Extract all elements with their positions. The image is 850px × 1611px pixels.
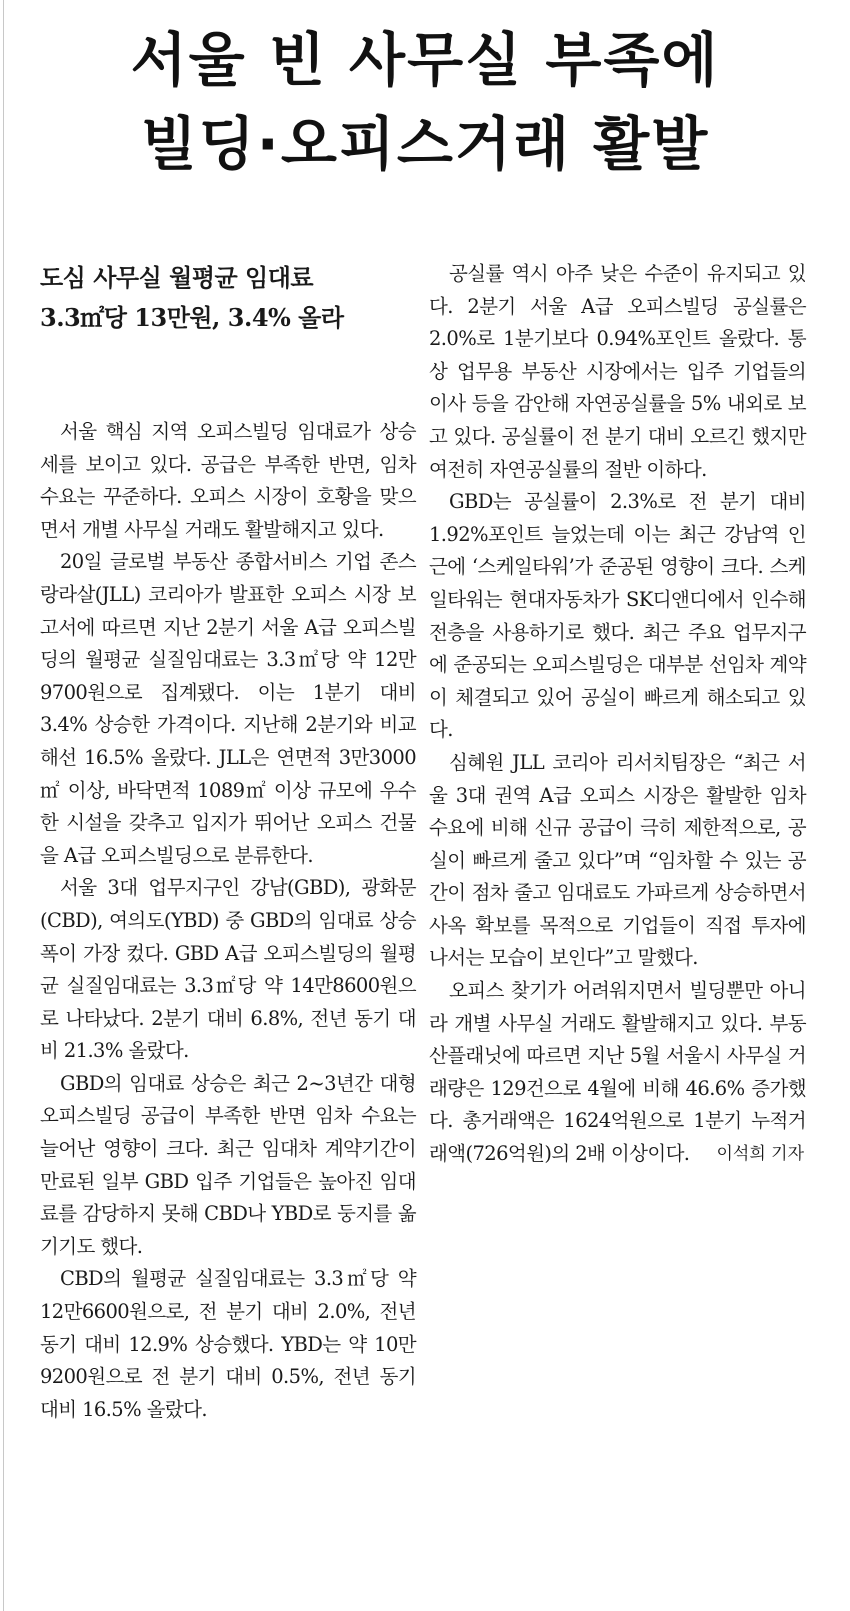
subheadline-line-1: 도심 사무실 월평균 임대료 xyxy=(40,263,314,292)
paragraph-7: GBD는 공실률이 2.3%로 전 분기 대비 1.92%포인트 늘었는데 이는 최근 강남역 인근에 ‘스케일타워’가 준공된 영향이 크다. 스케일타워는 현대자동차가 SK디앤디에서 인수해 전층을 사용하기로 했다. 최근 주요 업무지구에 준공되는 오피스빌딩은 대부분 선임차 계약이 체결되고 있어 공실이 빠르게 해소되고 있다. xyxy=(429,490,806,742)
paragraph-9: 오피스 찾기가 어려워지면서 빌딩뿐만 아니라 개별 사무실 거래도 활발해지고 있다. 부동산플래닛에 따르면 지난 5월 서울시 사무실 거래량은 129건으로 4월에 비해 46.6% 증가했다. 총거래액은 1624억원으로 1분기 누적거래액(726억원)의 2배 이상이다. xyxy=(429,979,806,1166)
byline: 이석희 기자 xyxy=(716,1144,804,1165)
article-column-right xyxy=(429,258,806,1171)
closing-block xyxy=(429,975,806,1171)
article-column-left xyxy=(40,258,416,1426)
paragraph-4: GBD의 임대료 상승은 최근 2~3년간 대형 오피스빌딩 공급이 부족한 반면 임차 수요는 늘어난 영향이 크다. 최근 임대차 계약기간이 만료된 일부 GBD 입주 기업들은 높아진 임대료를 감당하지 못해 CBD나 YBD로 둥지를 옮기기도 했다. xyxy=(40,1071,416,1258)
paragraph-5: CBD의 월평균 실질임대료는 3.3㎡당 약 12만6600원으로, 전 분기 대비 2.0%, 전년 동기 대비 12.9% 상승했다. YBD는 약 10만9200원으로 전 분기 대비 0.5%, 전년 동기 대비 16.5% 올랐다. xyxy=(40,1267,416,1421)
paragraph-8: 심혜원 JLL 코리아 리서치팀장은 “최근 서울 3대 권역 A급 오피스 시장은 활발한 임차 수요에 비해 신규 공급이 극히 제한적으로, 공실이 빠르게 줄고 있다”며 “임차할 수 있는 공간이 점차 줄고 임대료도 가파르게 상승하면서 사옥 확보를 목적으로 기업들이 직접 투자에 나서는 모습이 보인다”고 말했다. xyxy=(429,750,806,970)
headline-line-2: 빌딩·오피스거래 활발 xyxy=(140,110,710,178)
headline xyxy=(0,18,850,186)
paragraph-2: 20일 글로벌 부동산 종합서비스 기업 존스랑라살(JLL) 코리아가 발표한 오피스 시장 보고서에 따르면 지난 2분기 서울 A급 오피스빌딩의 월평균 실질임대료는 3.3㎡당 약 12만9700원으로 집계됐다. 이는 1분기 대비 3.4% 상승한 가격이다. 지난해 2분기와 비교해선 16.5% 올랐다. JLL은 연면적 3만3000㎡ 이상, 바닥면적 1089㎡ 이상 규모에 우수한 시설을 갖추고 입지가 뛰어난 오피스 건물을 A급 오피스빌딩으로 분류한다. xyxy=(40,550,416,867)
headline-line-1: 서울 빈 사무실 부족에 xyxy=(130,26,720,94)
subheadline-line-2: 3.3㎡당 13만원, 3.4% 올라 xyxy=(40,303,344,332)
page-edge-line xyxy=(3,0,4,1611)
paragraph-3: 서울 3대 업무지구인 강남(GBD), 광화문(CBD), 여의도(YBD) 중 GBD의 임대료 상승폭이 가장 컸다. GBD A급 오피스빌딩의 월평균 실질임대료는 3.3㎡당 약 14만8600원으로 나타났다. 2분기 대비 6.8%, 전년 동기 대비 21.3% 올랐다. xyxy=(40,876,416,1063)
subheadline xyxy=(40,258,416,338)
paragraph-1: 서울 핵심 지역 오피스빌딩 임대료가 상승세를 보이고 있다. 공급은 부족한 반면, 임차 수요는 꾸준하다. 오피스 시장이 호황을 맞으면서 개별 사무실 거래도 활발해지고 있다. xyxy=(40,420,416,541)
paragraph-6: 공실률 역시 아주 낮은 수준이 유지되고 있다. 2분기 서울 A급 오피스빌딩 공실률은 2.0%로 1분기보다 0.94%포인트 올랐다. 통상 업무용 부동산 시장에서는 입주 기업들의 이사 등을 감안해 자연공실률을 5% 내외로 보고 있다. 공실률이 전 분기 대비 오르긴 했지만 여전히 자연공실률의 절반 이하다. xyxy=(429,262,806,481)
